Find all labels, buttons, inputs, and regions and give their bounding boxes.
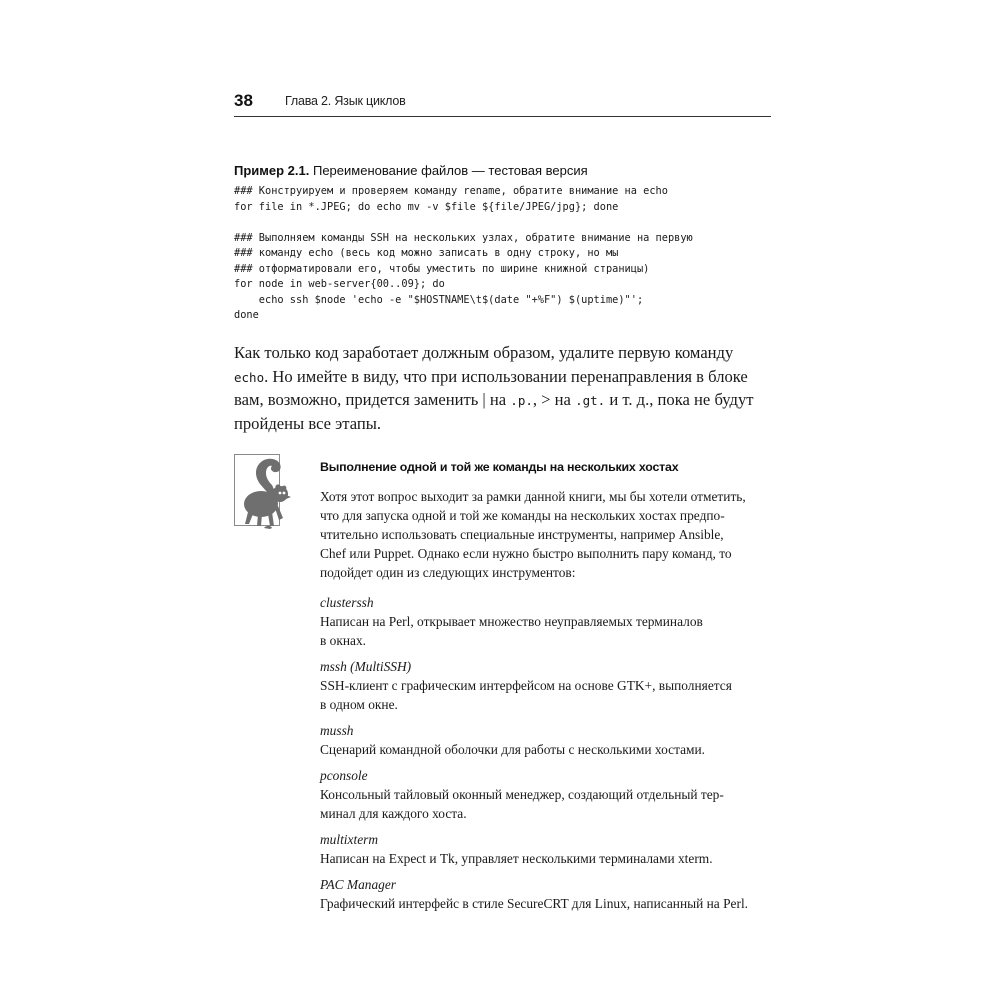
tool-item — [320, 721, 771, 759]
code-line: echo ssh $node 'echo -e "$HOSTNAME\t$(date "+%F") $(uptime)"'; — [234, 293, 644, 306]
paragraph-text: и т. д., пока не будут — [605, 390, 754, 409]
tool-description-line: Написан на Perl, открывает множество неуправляемых терминалов — [320, 614, 703, 629]
note-title: Выполнение одной и той же команды на нескольких хостах — [320, 460, 679, 474]
lemur-icon — [234, 454, 292, 538]
tool-description — [320, 740, 771, 759]
code-line: ### отформатировали его, чтобы уместить по ширине книжной страницы) — [234, 262, 650, 275]
page-number: 38 — [234, 91, 253, 110]
note-line: чтительно использовать специальные инструменты, например Ansible, — [320, 527, 724, 542]
note-line: что для запуска одной и той же команды на нескольких хостах предпо- — [320, 508, 725, 523]
tool-item — [320, 766, 771, 823]
note-intro — [320, 487, 771, 582]
tool-item — [320, 830, 771, 868]
tool-description-line: в одном окне. — [320, 697, 398, 712]
code-line: done — [234, 309, 259, 321]
code-line: ### команду echo (весь код можно записать в одну строку, но мы — [234, 247, 619, 259]
tool-description-line: Сценарий командной оболочки для работы с несколькими хостами. — [320, 742, 706, 757]
paragraph-line: Как только код заработает должным образом, удалите первую команду — [234, 343, 734, 362]
inline-code: .p. — [510, 393, 533, 408]
note-line: Хотя этот вопрос выходит за рамки данной книги, мы бы хотели отметить, — [320, 489, 746, 504]
code-line: ### Выполняем команды SSH на нескольких узлах, обратите внимание на первую — [234, 231, 693, 244]
code-listing — [234, 184, 771, 324]
example-label: Пример 2.1. — [234, 163, 310, 178]
example-caption — [234, 163, 771, 178]
note-line: Chef или Puppet. Однако если нужно быстро выполнить пару команд, то — [320, 546, 732, 561]
tool-description — [320, 612, 771, 650]
paragraph-line: пройдены все этапы. — [234, 413, 382, 433]
tool-list — [320, 593, 771, 913]
tool-description-line: в окнах. — [320, 633, 367, 648]
tool-name: pconsole — [320, 768, 368, 783]
tool-name: PAC Manager — [320, 877, 397, 892]
inline-code: echo — [234, 369, 265, 385]
code-line: for node in web-server{00..09}; do — [234, 278, 445, 290]
example-title: Переименование файлов — тестовая версия — [312, 163, 588, 178]
tool-item — [320, 875, 771, 913]
paragraph-line — [234, 365, 771, 389]
tool-description-line: Консольный тайловый оконный менеджер, создающий отдельный тер- — [320, 787, 724, 802]
running-header — [234, 88, 771, 117]
tool-description-line: Написан на Expect и Tk, управляет несколькими терминалами xterm. — [320, 851, 713, 866]
tool-name: mssh (MultiSSH) — [320, 659, 412, 674]
tool-description — [320, 676, 771, 714]
book-page — [234, 88, 771, 918]
tool-description — [320, 785, 771, 823]
tool-item — [320, 657, 771, 714]
inline-code: .gt. — [575, 393, 606, 408]
tool-name: clusterssh — [320, 595, 374, 610]
paragraph-line — [234, 388, 771, 412]
body-paragraph — [234, 341, 771, 435]
tool-name: multixterm — [320, 832, 379, 847]
tool-name: mussh — [320, 723, 354, 738]
paragraph-text: . Но имейте в виду, что при использовании перенаправления в блоке — [264, 366, 748, 386]
chapter-title: Глава 2. Язык циклов — [285, 94, 406, 108]
tool-description — [320, 849, 771, 868]
tool-description-line: минал для каждого хоста. — [320, 806, 467, 821]
code-line: ### Конструируем и проверяем команду rename, обратите внимание на echo — [234, 185, 668, 197]
note-box — [320, 460, 771, 920]
tool-item — [320, 593, 771, 650]
tool-description-line: Графический интерфейс в стиле SecureCRT для Linux, написанный на Perl. — [320, 896, 749, 911]
note-line: подойдет один из следующих инструментов: — [320, 565, 576, 580]
paragraph-text: , > на — [532, 390, 576, 409]
tool-description-line: SSH-клиент с графическим интерфейсом на основе GTK+, выполняется — [320, 678, 732, 693]
code-line — [234, 215, 771, 231]
paragraph-text: вам, возможно, придется заменить | на — [234, 390, 511, 409]
tool-description — [320, 894, 771, 913]
code-line: for file in *.JPEG; do echo mv -v $file ${file/JPEG/jpg}; done — [234, 200, 619, 213]
